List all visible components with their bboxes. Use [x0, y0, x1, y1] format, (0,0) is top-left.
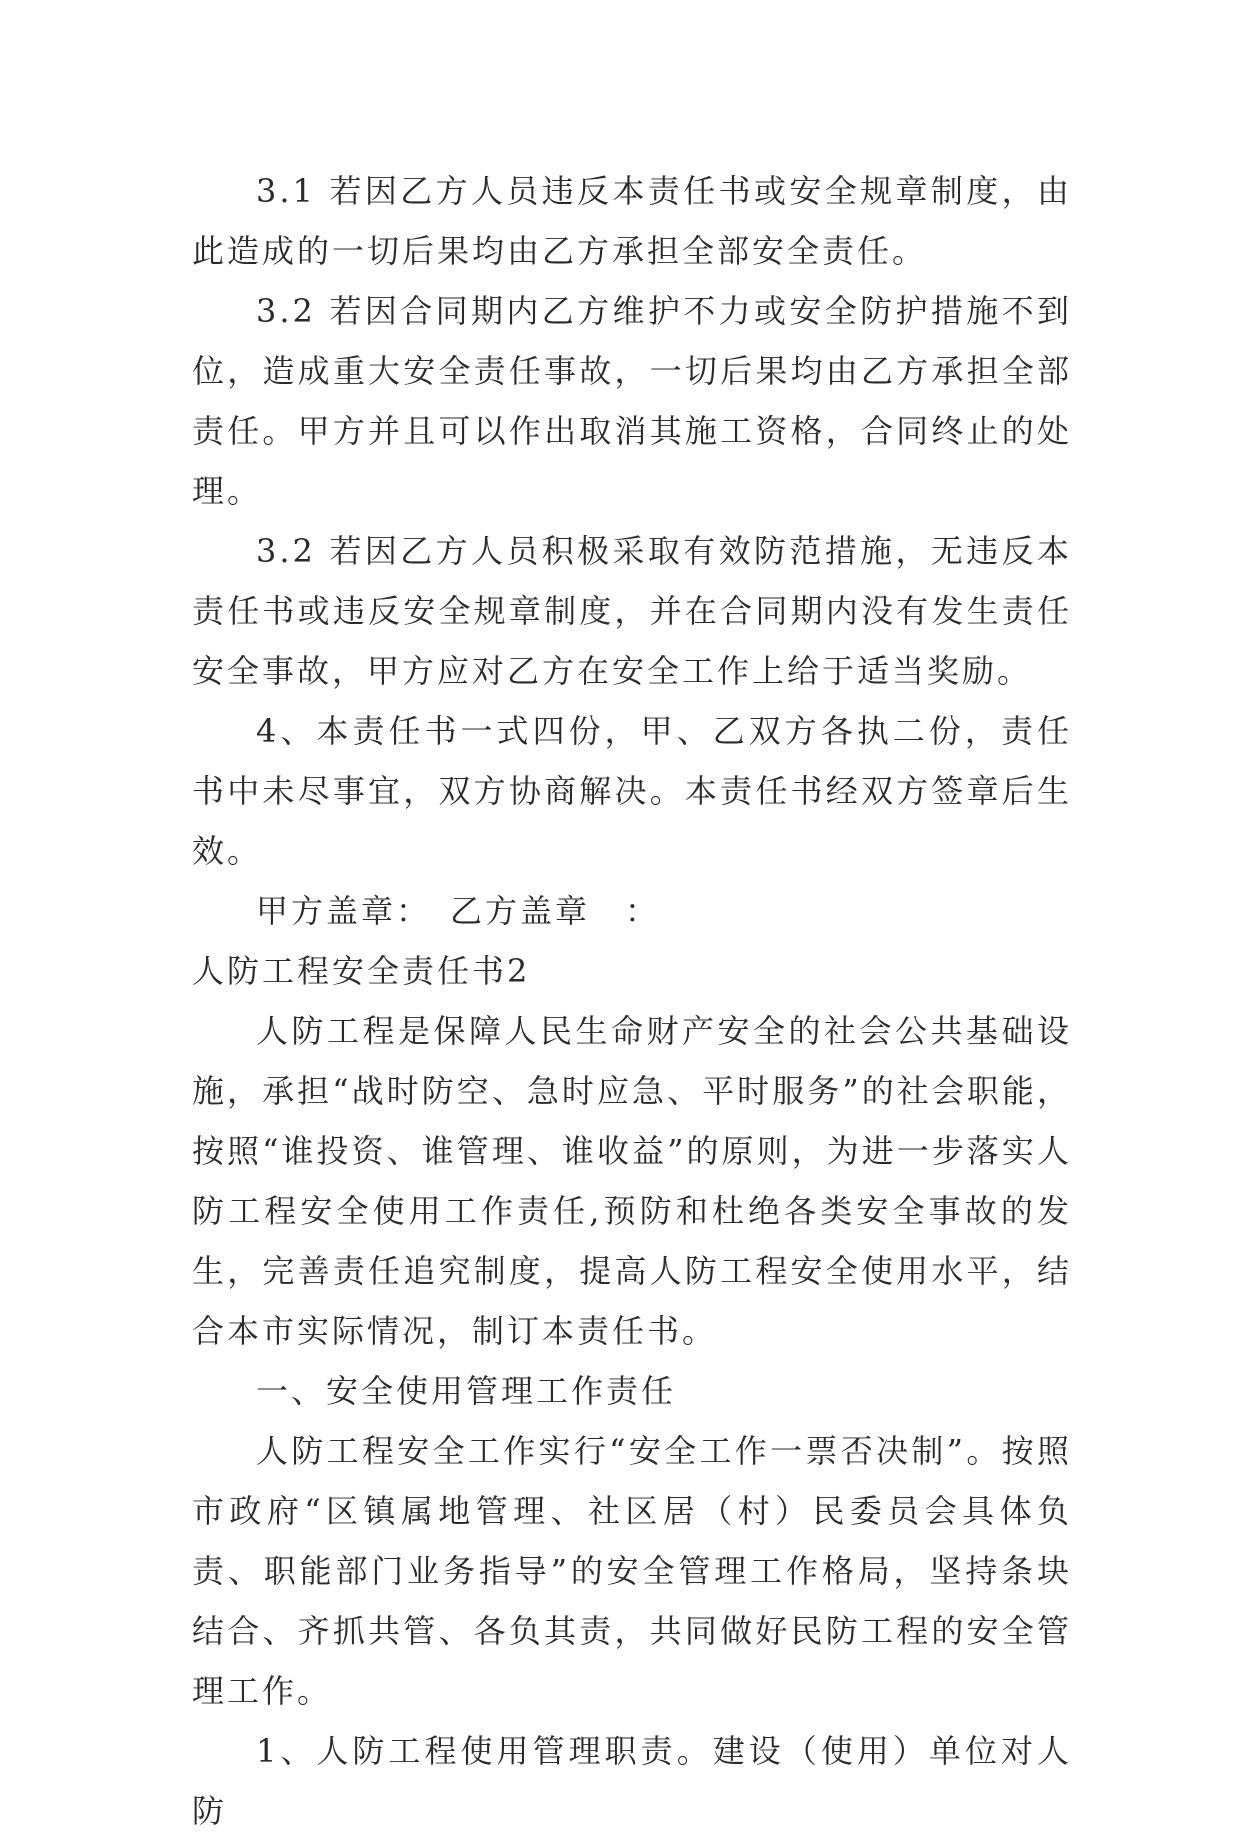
- signature-line: 甲方盖章： 乙方盖章 ：: [256, 892, 661, 930]
- paragraph-3-2-a: 3.2 若因合同期内乙方维护不力或安全防护措施不到位，造成重大安全责任事故，一切后果均由乙方承担全部责任。甲方并且可以作出取消其施工资格，合同终止的处理。: [192, 292, 1072, 510]
- heading-safety-management: 一、安全使用管理工作责任: [256, 1372, 677, 1410]
- section-title: 人防工程安全责任书2: [192, 952, 531, 990]
- paragraph-duty-1: 1、人防工程使用管理职责。建设（使用）单位对人防: [192, 1732, 1072, 1830]
- paragraph-3-1: 3.1 若因乙方人员违反本责任书或安全规章制度，由此造成的一切后果均由乙方承担全部安全责任。: [192, 172, 1072, 270]
- paragraph-4: 4、本责任书一式四份，甲、乙双方各执二份，责任书中未尽事宜，双方协商解决。本责任书经双方签章后生效。: [192, 712, 1072, 870]
- paragraph-one-vote-veto: 人防工程安全工作实行“安全工作一票否决制”。按照市政府“区镇属地管理、社区居（村）民委员会具体负责、职能部门业务指导”的安全管理工作格局，坚持条块结合、齐抓共管、各负其责，共同做好民防工程的安全管理工作。: [192, 1432, 1072, 1710]
- paragraph-3-2-b: 3.2 若因乙方人员积极采取有效防范措施，无违反本责任书或违反安全规章制度，并在合同期内没有发生责任安全事故，甲方应对乙方在安全工作上给于适当奖励。: [192, 532, 1072, 690]
- document-body: [192, 161, 1072, 1841]
- intro-paragraph: 人防工程是保障人民生命财产安全的社会公共基础设施，承担“战时防空、急时应急、平时服务”的社会职能，按照“谁投资、谁管理、谁收益”的原则，为进一步落实人防工程安全使用工作责任,预防和杜绝各类安全事故的发生，完善责任追究制度，提高人防工程安全使用水平，结合本市实际情况，制订本责任书。: [192, 1012, 1072, 1350]
